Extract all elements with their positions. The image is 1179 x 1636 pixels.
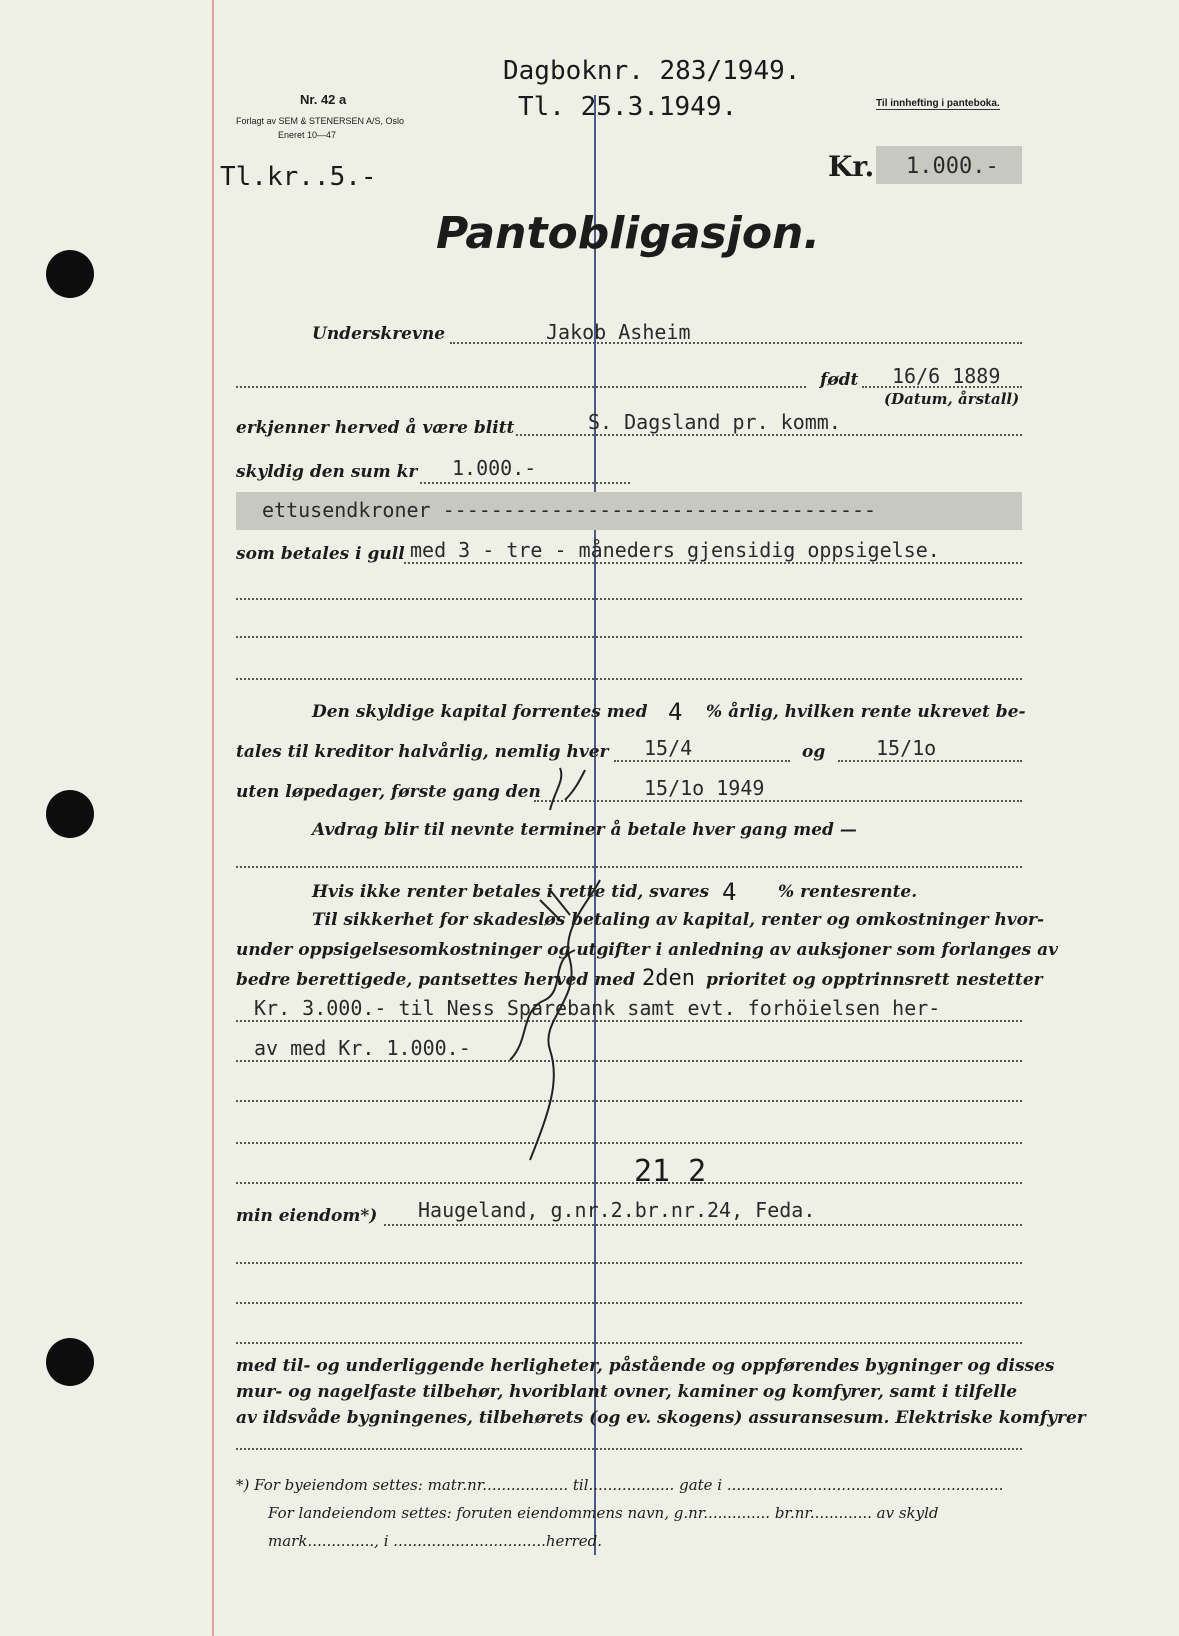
blank-line (236, 598, 1022, 600)
innhefting-note: Til innhefting i panteboka. (876, 98, 1000, 109)
sikkerhet-priority: 2den (642, 966, 695, 991)
rente-line3-a: uten løpedager, første gang den (236, 782, 541, 802)
eiendom-label: min eiendom*) (236, 1206, 378, 1226)
hvis-b: % rentesrente. (778, 882, 918, 902)
form-number: Nr. 42 a (300, 92, 347, 107)
initials-icon (540, 760, 590, 820)
margin-rule (212, 0, 214, 1636)
rente-line1-a: Den skyldige kapital forrentes med (312, 702, 648, 722)
blank-line (236, 1142, 1022, 1144)
sikkerhet-line1: Til sikkerhet for skadesløs betaling av kapital, renter og omkostninger hvor- (312, 910, 1045, 930)
rente-line2-a: tales til kreditor halvårlig, nemlig hver (236, 742, 609, 762)
sikkerhet-line3-b: prioritet og opptrinnsrett nestetter (706, 970, 1043, 990)
skyldig-line (420, 482, 630, 484)
underskrevne-label: Underskrevne (312, 324, 446, 344)
rente-first: 15/1o 1949 (644, 776, 765, 800)
blank-line (236, 1342, 1022, 1344)
eiendom-value: Haugeland, g.nr.2.br.nr.24, Feda. (418, 1198, 816, 1222)
footnote-line2: For landeiendom settes: foruten eiendommens navn, g.nr.............. br.nr............. av skyld (268, 1504, 939, 1522)
rente-first-line (534, 800, 1022, 802)
prior-line1-dots (236, 1020, 1022, 1022)
tl-date: Tl. 25.3.1949. (518, 92, 738, 122)
signature-icon (490, 860, 620, 1180)
fodt-value: 16/6 1889 (892, 364, 1001, 388)
blank-line (236, 1448, 1022, 1450)
blank-line (236, 636, 1022, 638)
avdrag-text: Avdrag blir til nevnte terminer å betale hver gang med — (312, 820, 857, 840)
blank-line (236, 678, 1022, 680)
hvis-a: Hvis ikke renter betales i rette tid, svares (312, 882, 710, 902)
underskrevne-line (450, 342, 1022, 344)
fodt-label: født (820, 370, 859, 390)
blank-line (236, 1100, 1022, 1102)
blank-line (236, 1302, 1022, 1304)
publisher-line-1: Forlagt av SEM & STENERSEN A/S, Oslo (236, 116, 405, 126)
prior-line2-dots (236, 1060, 1022, 1062)
rente-date2: 15/1o (876, 736, 937, 760)
punch-hole-icon (46, 790, 94, 838)
rente-date1: 15/4 (644, 736, 693, 760)
herligheter-line2: mur- og nagelfaste tilbehør, hvoriblant ovner, kaminer og komfyrer, samt i tilfelle (236, 1382, 1018, 1402)
blank-line (236, 1182, 1022, 1184)
underskrevne-value: Jakob Asheim (546, 320, 691, 344)
skyldig-value: 1.000.- (452, 456, 537, 480)
publisher-line-2: Eneret 10—47 (278, 130, 337, 140)
rente-date2-line (838, 760, 1022, 762)
footnote-line1: *) For byeiendom settes: matr.nr.................. til.................. gate i .......................................................... (236, 1476, 1004, 1494)
blank-line (236, 386, 806, 388)
rente-line1-b: % årlig, hvilken rente ukrevet be- (706, 702, 1026, 722)
prior-line2: av med Kr. 1.000.- (254, 1036, 471, 1060)
herligheter-line3: av ildsvåde bygningenes, tilbehørets (og ev. skogens) assuransesum. Elektriske komfyrer (236, 1408, 1086, 1428)
footnote-line3: mark.............., i ................................herred. (268, 1532, 602, 1550)
kr-amount: 1.000.- (906, 154, 999, 179)
erkjenner-value: S. Dagsland pr. komm. (588, 410, 841, 434)
hvis-percent: 4 (722, 878, 737, 906)
tl-kr: Tl.kr..5.- (220, 162, 377, 192)
betales-line (404, 562, 1022, 564)
eiendom-line (384, 1224, 1022, 1226)
betales-value: med 3 - tre - måneders gjensidig oppsigelse. (410, 538, 940, 562)
kr-label: Kr. (828, 150, 875, 183)
hand-numbers: 21 2 (634, 1154, 707, 1189)
rente-percent: 4 (668, 698, 683, 726)
betales-label: som betales i gull (236, 544, 405, 564)
blank-line (236, 1262, 1022, 1264)
blank-line (236, 866, 1022, 868)
dagboknr: Dagboknr. 283/1949. (503, 56, 801, 86)
sikkerhet-line3-a: bedre berettigede, pantsettes herved med (236, 970, 635, 990)
prior-line1: Kr. 3.000.- til Ness Sparebank samt evt. forhöielsen her- (254, 996, 941, 1020)
document-title: Pantobligasjon. (436, 208, 821, 259)
amount-words: ettusendkroner ------------------------------------ (262, 498, 877, 522)
fodt-note: (Datum, årstall) (884, 390, 1020, 408)
rente-og: og (802, 742, 826, 762)
erkjenner-label: erkjenner herved å være blitt (236, 418, 515, 438)
rente-date1-line (614, 760, 790, 762)
sikkerhet-line2: under oppsigelsesomkostninger og utgifter i anledning av auksjoner som forlanges av (236, 940, 1059, 960)
punch-hole-icon (46, 1338, 94, 1386)
herligheter-line1: med til- og underliggende herligheter, påstående og oppførendes bygninger og disses (236, 1356, 1055, 1376)
skyldig-label: skyldig den sum kr (236, 462, 418, 482)
punch-hole-icon (46, 250, 94, 298)
erkjenner-line (516, 434, 1022, 436)
